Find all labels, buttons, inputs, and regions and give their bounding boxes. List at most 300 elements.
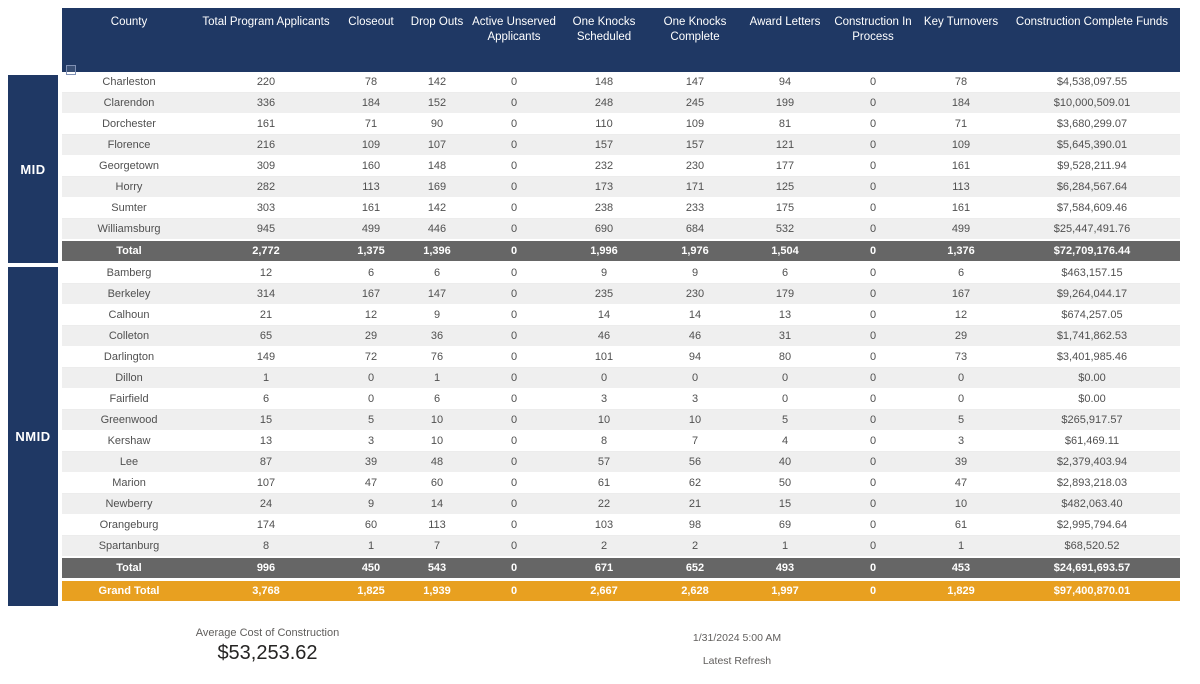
value-cell[interactable]: 103 [560, 515, 648, 536]
value-cell[interactable]: 147 [648, 72, 742, 93]
value-cell[interactable]: 499 [336, 219, 406, 240]
value-cell[interactable]: 446 [406, 219, 468, 240]
value-cell[interactable]: 47 [336, 473, 406, 494]
value-cell[interactable]: 161 [918, 156, 1004, 177]
value-cell[interactable]: 14 [560, 305, 648, 326]
value-cell[interactable]: 0 [918, 368, 1004, 389]
value-cell[interactable]: 245 [648, 93, 742, 114]
value-cell[interactable]: $7,584,609.46 [1004, 198, 1180, 219]
value-cell[interactable]: 113 [406, 515, 468, 536]
value-cell[interactable]: 167 [336, 284, 406, 305]
value-cell[interactable]: 94 [742, 72, 828, 93]
value-cell[interactable]: 113 [918, 177, 1004, 198]
value-cell[interactable]: 0 [828, 494, 918, 515]
value-cell[interactable]: 303 [196, 198, 336, 219]
value-cell[interactable]: 1,997 [742, 580, 828, 603]
value-cell[interactable]: 78 [336, 72, 406, 93]
value-cell[interactable]: 1,829 [918, 580, 1004, 603]
value-cell[interactable]: 0 [828, 156, 918, 177]
value-cell[interactable]: $0.00 [1004, 368, 1180, 389]
value-cell[interactable]: 1,396 [406, 240, 468, 263]
value-cell[interactable]: 0 [828, 389, 918, 410]
value-cell[interactable]: 6 [742, 263, 828, 284]
value-cell[interactable]: 0 [828, 410, 918, 431]
value-cell[interactable]: 0 [468, 305, 560, 326]
value-cell[interactable]: 10 [648, 410, 742, 431]
row-label-cell[interactable]: Marion [62, 473, 196, 494]
value-cell[interactable]: $72,709,176.44 [1004, 240, 1180, 263]
value-cell[interactable]: 6 [336, 263, 406, 284]
value-cell[interactable]: $6,284,567.64 [1004, 177, 1180, 198]
value-cell[interactable]: 0 [828, 536, 918, 557]
refresh-timestamp: 1/31/2024 5:00 AM [692, 632, 782, 644]
row-label-cell[interactable]: Bamberg [62, 263, 196, 284]
value-cell[interactable]: 6 [918, 263, 1004, 284]
value-cell[interactable]: 109 [648, 114, 742, 135]
value-cell[interactable]: 996 [196, 557, 336, 580]
value-cell[interactable]: 110 [560, 114, 648, 135]
row-label-cell[interactable]: Dillon [62, 368, 196, 389]
row-label-cell[interactable]: Horry [62, 177, 196, 198]
value-cell[interactable]: 1,996 [560, 240, 648, 263]
value-cell[interactable]: 121 [742, 135, 828, 156]
row-label-cell[interactable]: Charleston [62, 72, 196, 93]
value-cell[interactable]: 0 [336, 389, 406, 410]
value-cell[interactable]: 174 [196, 515, 336, 536]
value-cell[interactable]: 13 [196, 431, 336, 452]
value-cell[interactable]: 0 [468, 219, 560, 240]
value-cell[interactable]: 0 [468, 326, 560, 347]
value-cell[interactable]: 0 [828, 284, 918, 305]
value-cell[interactable]: 109 [336, 135, 406, 156]
value-cell[interactable]: 9 [336, 494, 406, 515]
value-cell[interactable]: 161 [336, 198, 406, 219]
value-cell[interactable]: 177 [742, 156, 828, 177]
value-cell[interactable]: 1,376 [918, 240, 1004, 263]
value-cell[interactable]: 220 [196, 72, 336, 93]
row-label-cell[interactable]: Darlington [62, 347, 196, 368]
value-cell[interactable]: 0 [828, 473, 918, 494]
value-cell[interactable]: 0 [828, 326, 918, 347]
value-cell[interactable]: 90 [406, 114, 468, 135]
value-cell[interactable]: 652 [648, 557, 742, 580]
value-cell[interactable]: 3 [560, 389, 648, 410]
group-total-row [62, 557, 1180, 580]
row-label-cell[interactable]: Fairfield [62, 389, 196, 410]
value-cell[interactable]: 167 [918, 284, 1004, 305]
value-cell[interactable]: 1 [918, 536, 1004, 557]
value-cell[interactable]: 0 [828, 263, 918, 284]
value-cell[interactable]: 499 [918, 219, 1004, 240]
value-cell[interactable]: 1 [336, 536, 406, 557]
value-cell[interactable]: 65 [196, 326, 336, 347]
value-cell[interactable]: 157 [560, 135, 648, 156]
value-cell[interactable]: 40 [742, 452, 828, 473]
value-cell[interactable]: $2,995,794.64 [1004, 515, 1180, 536]
value-cell[interactable]: 21 [196, 305, 336, 326]
expand-icon[interactable] [66, 65, 76, 75]
value-cell[interactable]: 12 [336, 305, 406, 326]
value-cell[interactable]: 0 [828, 580, 918, 603]
value-cell[interactable]: 282 [196, 177, 336, 198]
value-cell[interactable]: 10 [560, 410, 648, 431]
row-label-cell[interactable]: Dorchester [62, 114, 196, 135]
value-cell[interactable]: $10,000,509.01 [1004, 93, 1180, 114]
value-cell[interactable]: 3 [648, 389, 742, 410]
value-cell[interactable]: 0 [560, 368, 648, 389]
value-cell[interactable]: 14 [406, 494, 468, 515]
value-cell[interactable]: 61 [560, 473, 648, 494]
value-cell[interactable]: 81 [742, 114, 828, 135]
value-cell[interactable]: 6 [406, 263, 468, 284]
value-cell[interactable]: 0 [648, 368, 742, 389]
value-cell[interactable]: 0 [918, 389, 1004, 410]
value-cell[interactable]: 3 [918, 431, 1004, 452]
value-cell[interactable]: $3,401,985.46 [1004, 347, 1180, 368]
value-cell[interactable]: 46 [648, 326, 742, 347]
value-cell[interactable]: 61 [918, 515, 1004, 536]
value-cell[interactable]: 171 [648, 177, 742, 198]
value-cell[interactable]: 9 [648, 263, 742, 284]
row-label-cell[interactable]: Florence [62, 135, 196, 156]
value-cell[interactable]: 60 [336, 515, 406, 536]
value-cell[interactable]: 0 [828, 198, 918, 219]
value-cell[interactable]: 0 [828, 431, 918, 452]
value-cell[interactable]: 6 [196, 389, 336, 410]
value-cell[interactable]: 56 [648, 452, 742, 473]
value-cell[interactable]: 7 [406, 536, 468, 557]
row-label-cell[interactable]: Sumter [62, 198, 196, 219]
value-cell[interactable]: 4 [742, 431, 828, 452]
value-cell[interactable]: 113 [336, 177, 406, 198]
value-cell[interactable]: 5 [742, 410, 828, 431]
value-cell[interactable]: 3 [336, 431, 406, 452]
value-cell[interactable]: 98 [648, 515, 742, 536]
value-cell[interactable]: $1,741,862.53 [1004, 326, 1180, 347]
value-cell[interactable]: 71 [336, 114, 406, 135]
value-cell[interactable]: 3,768 [196, 580, 336, 603]
value-cell[interactable]: 5 [336, 410, 406, 431]
value-cell[interactable]: 0 [828, 240, 918, 263]
column-header[interactable]: Active Unserved Applicants [468, 8, 560, 72]
value-cell[interactable]: 73 [918, 347, 1004, 368]
column-header[interactable]: Construction Complete Funds [1004, 8, 1180, 72]
value-cell[interactable]: 1,939 [406, 580, 468, 603]
value-cell[interactable]: 671 [560, 557, 648, 580]
value-cell[interactable]: $68,520.52 [1004, 536, 1180, 557]
value-cell[interactable]: 0 [742, 368, 828, 389]
value-cell[interactable]: 0 [828, 72, 918, 93]
value-cell[interactable]: 31 [742, 326, 828, 347]
column-header[interactable]: Total Program Applicants [196, 8, 336, 72]
table-row [62, 536, 1180, 557]
table-row [62, 494, 1180, 515]
value-cell[interactable]: 173 [560, 177, 648, 198]
row-label-cell[interactable]: Spartanburg [62, 536, 196, 557]
value-cell[interactable]: 0 [468, 72, 560, 93]
column-header[interactable]: County [62, 8, 196, 72]
value-cell[interactable]: 184 [336, 93, 406, 114]
value-cell[interactable]: 0 [468, 557, 560, 580]
value-cell[interactable]: 690 [560, 219, 648, 240]
row-label-cell[interactable]: Grand Total [62, 580, 196, 603]
value-cell[interactable]: $3,680,299.07 [1004, 114, 1180, 135]
value-cell[interactable]: 1 [196, 368, 336, 389]
value-cell[interactable]: 493 [742, 557, 828, 580]
value-cell[interactable]: 1,504 [742, 240, 828, 263]
value-cell[interactable]: 39 [918, 452, 1004, 473]
value-cell[interactable]: 87 [196, 452, 336, 473]
value-cell[interactable]: 532 [742, 219, 828, 240]
value-cell[interactable]: 0 [468, 177, 560, 198]
value-cell[interactable]: 230 [648, 284, 742, 305]
row-label-cell[interactable]: Greenwood [62, 410, 196, 431]
group-header-mid[interactable] [8, 75, 58, 263]
value-cell[interactable]: 0 [336, 368, 406, 389]
value-cell[interactable]: 248 [560, 93, 648, 114]
value-cell[interactable]: 39 [336, 452, 406, 473]
matrix-visual [62, 8, 1180, 603]
value-cell[interactable]: 29 [918, 326, 1004, 347]
value-cell[interactable]: $2,893,218.03 [1004, 473, 1180, 494]
value-cell[interactable]: 147 [406, 284, 468, 305]
value-cell[interactable]: 0 [828, 177, 918, 198]
value-cell[interactable]: 2,667 [560, 580, 648, 603]
value-cell[interactable]: 46 [560, 326, 648, 347]
value-cell[interactable]: 69 [742, 515, 828, 536]
value-cell[interactable]: 169 [406, 177, 468, 198]
value-cell[interactable]: 76 [406, 347, 468, 368]
value-cell[interactable]: 60 [406, 473, 468, 494]
value-cell[interactable]: 15 [196, 410, 336, 431]
value-cell[interactable]: 15 [742, 494, 828, 515]
value-cell[interactable]: $2,379,403.94 [1004, 452, 1180, 473]
value-cell[interactable]: 13 [742, 305, 828, 326]
group-header-nmid[interactable] [8, 267, 58, 606]
value-cell[interactable]: 543 [406, 557, 468, 580]
value-cell[interactable]: 684 [648, 219, 742, 240]
row-label-cell[interactable]: Colleton [62, 326, 196, 347]
value-cell[interactable]: $0.00 [1004, 389, 1180, 410]
value-cell[interactable]: 0 [468, 494, 560, 515]
value-cell[interactable]: 238 [560, 198, 648, 219]
value-cell[interactable]: 8 [560, 431, 648, 452]
value-cell[interactable]: 0 [828, 114, 918, 135]
value-cell[interactable]: 216 [196, 135, 336, 156]
value-cell[interactable]: 2,628 [648, 580, 742, 603]
group-total-row [62, 240, 1180, 263]
value-cell[interactable]: $265,917.57 [1004, 410, 1180, 431]
value-cell[interactable]: $9,264,044.17 [1004, 284, 1180, 305]
value-cell[interactable]: 160 [336, 156, 406, 177]
value-cell[interactable]: 94 [648, 347, 742, 368]
value-cell[interactable]: 179 [742, 284, 828, 305]
row-label-cell[interactable]: Orangeburg [62, 515, 196, 536]
value-cell[interactable]: 14 [648, 305, 742, 326]
value-cell[interactable]: 109 [918, 135, 1004, 156]
value-cell[interactable]: 161 [918, 198, 1004, 219]
row-label-cell[interactable]: Clarendon [62, 93, 196, 114]
value-cell[interactable]: 149 [196, 347, 336, 368]
value-cell[interactable]: 0 [468, 515, 560, 536]
value-cell[interactable]: 314 [196, 284, 336, 305]
value-cell[interactable]: 233 [648, 198, 742, 219]
row-label-cell[interactable]: Lee [62, 452, 196, 473]
value-cell[interactable]: 7 [648, 431, 742, 452]
column-header[interactable]: One Knocks Complete [648, 8, 742, 72]
average-cost-value: $53,253.62 [217, 642, 318, 664]
value-cell[interactable]: 47 [918, 473, 1004, 494]
value-cell[interactable]: 24 [196, 494, 336, 515]
value-cell[interactable]: 0 [828, 135, 918, 156]
value-cell[interactable]: 0 [468, 536, 560, 557]
value-cell[interactable]: 12 [196, 263, 336, 284]
column-header[interactable]: One Knocks Scheduled [560, 8, 648, 72]
value-cell[interactable]: 199 [742, 93, 828, 114]
value-cell[interactable]: 8 [196, 536, 336, 557]
value-cell[interactable]: 0 [468, 93, 560, 114]
row-label-cell[interactable]: Berkeley [62, 284, 196, 305]
value-cell[interactable]: 0 [468, 198, 560, 219]
value-cell[interactable]: 78 [918, 72, 1004, 93]
value-cell[interactable]: 0 [468, 284, 560, 305]
grand-total-row [62, 580, 1180, 603]
value-cell[interactable]: 1 [406, 368, 468, 389]
value-cell[interactable]: 232 [560, 156, 648, 177]
value-cell[interactable]: 0 [468, 114, 560, 135]
value-cell[interactable]: 1,976 [648, 240, 742, 263]
value-cell[interactable]: 148 [406, 156, 468, 177]
value-cell[interactable]: 0 [468, 156, 560, 177]
value-cell[interactable]: 57 [560, 452, 648, 473]
value-cell[interactable]: 36 [406, 326, 468, 347]
row-label-cell[interactable]: Georgetown [62, 156, 196, 177]
value-cell[interactable]: 125 [742, 177, 828, 198]
value-cell[interactable]: 10 [406, 431, 468, 452]
table-row [62, 219, 1180, 240]
value-cell[interactable]: 29 [336, 326, 406, 347]
value-cell[interactable]: 0 [742, 389, 828, 410]
value-cell[interactable]: $674,257.05 [1004, 305, 1180, 326]
value-cell[interactable]: 9 [560, 263, 648, 284]
value-cell[interactable]: 0 [828, 452, 918, 473]
value-cell[interactable]: 50 [742, 473, 828, 494]
row-label-cell[interactable]: Total [62, 240, 196, 263]
value-cell[interactable]: 71 [918, 114, 1004, 135]
value-cell[interactable]: 0 [828, 557, 918, 580]
value-cell[interactable]: 1,825 [336, 580, 406, 603]
value-cell[interactable]: 0 [828, 219, 918, 240]
value-cell[interactable]: $61,469.11 [1004, 431, 1180, 452]
value-cell[interactable]: $97,400,870.01 [1004, 580, 1180, 603]
row-label-cell[interactable]: Total [62, 557, 196, 580]
value-cell[interactable]: 0 [468, 368, 560, 389]
value-cell[interactable]: 0 [828, 515, 918, 536]
table-row [62, 326, 1180, 347]
value-cell[interactable]: 0 [468, 580, 560, 603]
value-cell[interactable]: 0 [468, 431, 560, 452]
value-cell[interactable]: 10 [406, 410, 468, 431]
value-cell[interactable]: $24,691,693.57 [1004, 557, 1180, 580]
value-cell[interactable]: 12 [918, 305, 1004, 326]
value-cell[interactable]: 945 [196, 219, 336, 240]
value-cell[interactable]: 80 [742, 347, 828, 368]
value-cell[interactable]: 107 [406, 135, 468, 156]
row-label-cell[interactable]: Kershaw [62, 431, 196, 452]
value-cell[interactable]: 107 [196, 473, 336, 494]
value-cell[interactable]: 336 [196, 93, 336, 114]
value-cell[interactable]: $5,645,390.01 [1004, 135, 1180, 156]
value-cell[interactable]: 72 [336, 347, 406, 368]
value-cell[interactable]: 0 [468, 240, 560, 263]
value-cell[interactable]: 157 [648, 135, 742, 156]
value-cell[interactable]: 235 [560, 284, 648, 305]
value-cell[interactable]: $463,157.15 [1004, 263, 1180, 284]
value-cell[interactable]: $9,528,211.94 [1004, 156, 1180, 177]
value-cell[interactable]: 0 [468, 410, 560, 431]
value-cell[interactable]: 101 [560, 347, 648, 368]
value-cell[interactable]: 0 [828, 368, 918, 389]
value-cell[interactable]: 0 [468, 452, 560, 473]
value-cell[interactable]: $482,063.40 [1004, 494, 1180, 515]
value-cell[interactable]: 10 [918, 494, 1004, 515]
value-cell[interactable]: 0 [468, 473, 560, 494]
value-cell[interactable]: 175 [742, 198, 828, 219]
value-cell[interactable]: 142 [406, 198, 468, 219]
column-header[interactable]: Award Letters [742, 8, 828, 72]
row-label-cell[interactable]: Calhoun [62, 305, 196, 326]
value-cell[interactable]: 21 [648, 494, 742, 515]
value-cell[interactable]: 309 [196, 156, 336, 177]
value-cell[interactable]: $25,447,491.76 [1004, 219, 1180, 240]
value-cell[interactable]: 453 [918, 557, 1004, 580]
value-cell[interactable]: 2,772 [196, 240, 336, 263]
value-cell[interactable]: 152 [406, 93, 468, 114]
value-cell[interactable]: 184 [918, 93, 1004, 114]
value-cell[interactable]: 5 [918, 410, 1004, 431]
column-header[interactable]: Drop Outs [406, 8, 468, 72]
value-cell[interactable]: 142 [406, 72, 468, 93]
value-cell[interactable]: 1,375 [336, 240, 406, 263]
column-header[interactable]: Closeout [336, 8, 406, 72]
value-cell[interactable]: 2 [648, 536, 742, 557]
value-cell[interactable]: 0 [828, 93, 918, 114]
row-label-cell[interactable]: Newberry [62, 494, 196, 515]
value-cell[interactable]: 9 [406, 305, 468, 326]
value-cell[interactable]: 1 [742, 536, 828, 557]
value-cell[interactable]: 0 [828, 305, 918, 326]
average-cost-label: Average Cost of Construction [195, 627, 340, 639]
value-cell[interactable]: 0 [468, 389, 560, 410]
value-cell[interactable]: 450 [336, 557, 406, 580]
value-cell[interactable]: 22 [560, 494, 648, 515]
row-label-cell[interactable]: Williamsburg [62, 219, 196, 240]
value-cell[interactable]: 0 [828, 347, 918, 368]
value-cell[interactable]: 6 [406, 389, 468, 410]
column-header[interactable]: Construction In Process [828, 8, 918, 72]
value-cell[interactable]: 148 [560, 72, 648, 93]
value-cell[interactable]: 62 [648, 473, 742, 494]
value-cell[interactable]: 230 [648, 156, 742, 177]
value-cell[interactable]: 0 [468, 263, 560, 284]
column-header[interactable]: Key Turnovers [918, 8, 1004, 72]
value-cell[interactable]: $4,538,097.55 [1004, 72, 1180, 93]
value-cell[interactable]: 48 [406, 452, 468, 473]
value-cell[interactable]: 2 [560, 536, 648, 557]
value-cell[interactable]: 0 [468, 135, 560, 156]
value-cell[interactable]: 0 [468, 347, 560, 368]
value-cell[interactable]: 161 [196, 114, 336, 135]
